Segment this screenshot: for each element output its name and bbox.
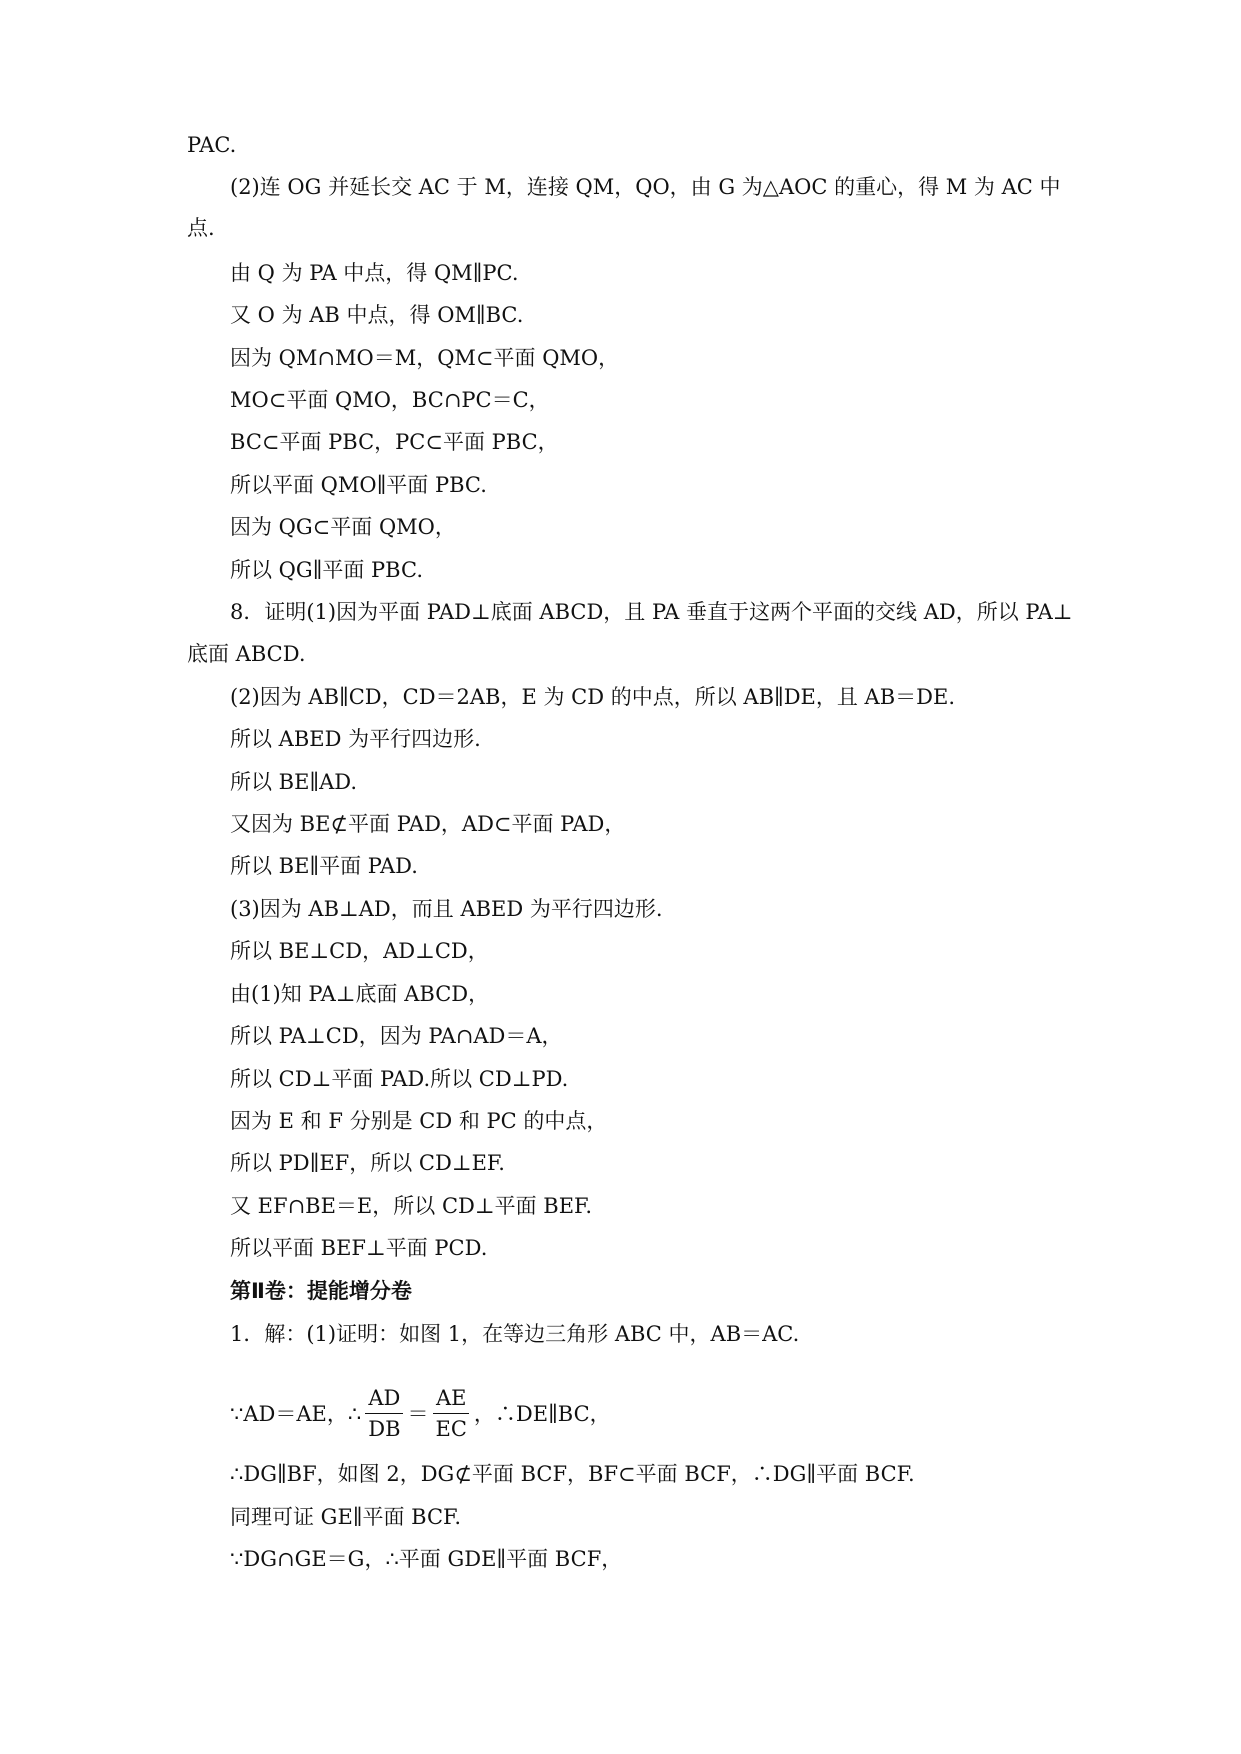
- text-line: MO⊂平面 QMO，BC∩PC＝C，: [230, 388, 550, 412]
- text-line: 因为 E 和 F 分别是 CD 和 PC 的中点，: [230, 1109, 608, 1133]
- text-line: BC⊂平面 PBC，PC⊂平面 PBC，: [230, 430, 559, 454]
- equation-suffix: ，∴DE∥BC，: [473, 1402, 611, 1426]
- fraction-numerator: AD: [365, 1385, 403, 1414]
- text-line: 同理可证 GE∥平面 BCF.: [230, 1505, 462, 1529]
- equals-sign: ＝: [407, 1402, 429, 1426]
- text-line: 又因为 BE⊄平面 PAD，AD⊂平面 PAD，: [230, 812, 626, 836]
- fraction-denominator: DB: [368, 1416, 401, 1441]
- text-line: 所以 ABED 为平行四边形.: [230, 727, 481, 751]
- text-line: 所以 BE∥AD.: [230, 770, 358, 794]
- text-line: 所以 PA⊥CD，因为 PA∩AD＝A，: [230, 1024, 563, 1048]
- text-line: 所以平面 QMO∥平面 PBC.: [230, 473, 487, 497]
- text-line: ∴DG∥BF，如图 2，DG⊄平面 BCF，BF⊂平面 BCF，∴DG∥平面 BCF.: [230, 1462, 915, 1486]
- text-line: 点.: [187, 216, 215, 240]
- text-line: 8．证明(1)因为平面 PAD⊥底面 ABCD，且 PA 垂直于这两个平面的交线 AD，所以 PA⊥: [230, 600, 1073, 624]
- fraction-ae-ec: [433, 1385, 470, 1442]
- text-line: 由(1)知 PA⊥底面 ABCD，: [230, 982, 490, 1006]
- section-title: 第Ⅱ卷：提能增分卷: [230, 1279, 412, 1303]
- fraction-ad-db: [365, 1385, 403, 1442]
- text-line: 所以 PD∥EF，所以 CD⊥EF.: [230, 1151, 505, 1175]
- fraction-numerator: AE: [433, 1385, 470, 1414]
- fraction-equation-line: [230, 1376, 611, 1450]
- equation-prefix: ∵AD＝AE，∴: [230, 1402, 362, 1426]
- text-line: ∵DG∩GE＝G，∴平面 GDE∥平面 BCF，: [230, 1547, 623, 1571]
- text-line: 因为 QG⊂平面 QMO，: [230, 515, 456, 539]
- text-line: 又 O 为 AB 中点，得 OM∥BC.: [230, 303, 524, 327]
- text-line: 由 Q 为 PA 中点，得 QM∥PC.: [230, 261, 519, 285]
- text-line: (3)因为 AB⊥AD，而且 ABED 为平行四边形.: [230, 897, 663, 921]
- text-line: PAC.: [187, 133, 237, 157]
- text-line: 又 EF∩BE＝E，所以 CD⊥平面 BEF.: [230, 1194, 593, 1218]
- text-line: (2)连 OG 并延长交 AC 于 M，连接 QM，QO，由 G 为△AOC 的重心，得 M 为 AC 中: [230, 175, 1061, 199]
- fraction-denominator: EC: [435, 1416, 467, 1441]
- text-line: 所以 QG∥平面 PBC.: [230, 558, 423, 582]
- text-line: 所以 BE∥平面 PAD.: [230, 854, 418, 878]
- text-line: 所以平面 BEF⊥平面 PCD.: [230, 1236, 488, 1260]
- text-line: 所以 BE⊥CD，AD⊥CD，: [230, 939, 489, 963]
- text-line: 底面 ABCD.: [187, 642, 306, 666]
- text-line: 因为 QM∩MO＝M，QM⊂平面 QMO，: [230, 346, 620, 370]
- text-line: 1．解：(1)证明：如图 1，在等边三角形 ABC 中，AB＝AC.: [230, 1322, 800, 1346]
- text-line: (2)因为 AB∥CD，CD＝2AB，E 为 CD 的中点，所以 AB∥DE，且 AB＝DE.: [230, 685, 956, 709]
- text-line: 所以 CD⊥平面 PAD.所以 CD⊥PD.: [230, 1067, 569, 1091]
